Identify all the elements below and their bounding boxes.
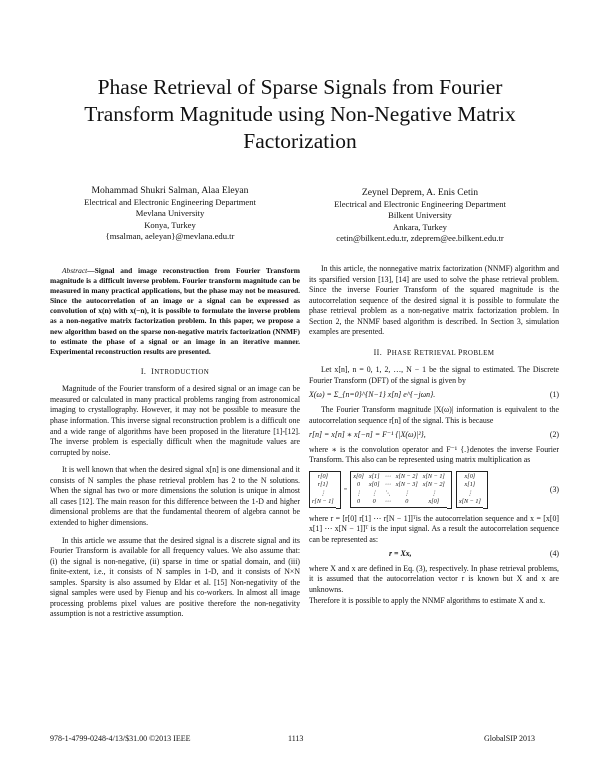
r-vector [312,473,334,506]
r-vector-entry: ⋮ [319,489,326,497]
footer-conference: GlobalSIP 2013 [484,734,536,743]
abstract-label: Abstract [62,266,88,275]
section-title-initial-2: R [413,347,420,357]
footer-page-number: 1113 [288,734,304,743]
nnmf-paragraph: Therefore it is possible to apply the NNMF algorithms to estimate X and x. [309,595,546,605]
X-entry: ⋱ [384,489,391,497]
author-location: Ankara, Turkey [393,221,447,232]
equation-3-matrix [309,471,559,509]
title-line-1: Phase Retrieval of Sparse Signals from Fourier [97,75,503,99]
equation-2-body: r[n] = x[n] ∗ x[−n] = F⁻¹ {|X(ω)|²}, [309,430,426,440]
X-entry: x[1] [368,473,380,481]
X-entry: x[0] [428,498,440,506]
X-entry: 0 [357,498,361,506]
author-names: Mohammad Shukri Salman, Alaa Eleyan [91,185,249,196]
X-entry: x[N − 2] [422,481,445,489]
section-number: I. [140,366,147,376]
signal-definition: Let x[n], n = 0, 1, 2, …, N − 1 be the signal to estimated. The Discrete Fourier Transform (DFT) of the signal is given by [309,365,559,385]
convolution-paragraph: where ∗ is the convolution operator and F⁻¹ {.}denotes the inverse Fourier Transform. This also can be represented using matrix multiplication as [309,444,559,465]
section-number: II. [373,347,383,357]
X-matrix [353,473,445,506]
r-vector-left-bracket [309,471,336,508]
section-title-rest: NTRODUCTION [154,367,210,376]
x-vector-right-bracket [483,471,488,509]
equation-1-body: X(ω) = Σ_{n=0}^{N−1} x[n] e^{−jωn}. [309,390,436,400]
title-line-3: Factorization [243,129,357,153]
author-names: Zeynel Deprem, A. Enis Cetin [361,187,479,198]
X-entry: ⋮ [355,489,362,497]
X-entry: 0 [372,498,376,506]
equation-3-number: (3) [549,484,559,494]
left-column [50,266,300,620]
X-matrix-right-bracket [447,471,452,509]
section-title-initial: I [151,366,155,376]
equation-4 [309,549,559,560]
intro-paragraph-2: It is well known that when the desired signal x[n] is one dimensional and it consists of N samples the phase retrieval problem has 2 to the N solutions. When the signal has two or more dimensions the solution is unique in almost all cases [12]. The main reason for this difference between the 1-D and higher dimensional problems are that the fundamental theorem of algebra cannot be extended to higher dimensions. [50,465,300,527]
X-entry: 0 [405,498,409,506]
unknowns-paragraph: where X and x are defined in Eq. (3), respectively. In phase retrieval problems, it is assumed that the autocorrelation vector r is known but X and x are unknowns. [309,563,559,595]
X-entry: x[N − 2] [395,473,418,481]
author-affiliation: Electrical and Electronic Engineering Department [84,197,256,207]
footer-copyright: 978-1-4799-0248-4/13/$31.00 ©2013 IEEE [50,734,191,743]
equation-1 [309,390,559,401]
X-entry: ⋮ [430,489,437,497]
r-vector-entry: r[1] [317,481,329,489]
matrix-expression [309,471,488,509]
x-vector [459,473,481,506]
section-title-part-2: ETRIEVAL [419,348,458,357]
r-vector-entry: r[N − 1] [312,498,334,506]
autocorrelation-paragraph: The Fourier Transform magnitude |X(ω)| information is equivalent to the autocorrelation sequence r[n] of the signal. This is because [309,405,559,425]
right-column [309,264,559,606]
r-vector-entry: r[0] [317,473,329,481]
author-email: {msalman, aeleyan}@mevlana.edu.tr [105,231,235,242]
section-title-initial-3: P [457,347,463,357]
X-entry: ⋯ [384,473,391,481]
X-entry: ⋯ [384,498,391,506]
equation-2 [309,430,559,441]
author-institution: Mevlana University [135,208,205,219]
x-vector-left-bracket [456,471,483,508]
intro-paragraph-3: In this article we assume that the desired signal is a discrete signal and its Fourier Transform is available for all frequency values. We also assume that: (i) the signal is non-negative, (ii) sparse in time or spatial domain, and (iii) finite-extent, i.e., it consists of N samples in 1-D, and it consists of N×N samples. Sparsity is also assumed by Eldar et al. [15] Non-negativity of the signal samples were used by Fienup and his co-workers. In almost all image processing problems pixel values are positive therefore the non-negativity assumption is not a restrictive assumption. [50,535,300,619]
x-vector-entry: x[1] [464,481,476,489]
author-affiliation: Electrical and Electronic Engineering Department [334,199,506,209]
author-block-2 [290,186,550,245]
author-block-1 [45,184,295,243]
X-matrix-left-bracket [350,471,447,508]
X-entry: 0 [357,481,361,489]
intro-paragraph-1: Magnitude of the Fourier transform of a desired signal or an image can be measured or calculated in many practical problems ranging from astronomical imaging to crystallography. However, it may not be possible to measure the phase information. This inverse signal reconstruction problem is a difficult one and a wide range of algorithms have been proposed in the literature [1]-[12]. The inverse problem is especially difficult when the magnitude values are corrupted by noise. [50,384,300,457]
section-title-rest: ROBLEM [462,348,495,357]
X-entry: x[N − 1] [422,473,445,481]
vector-definition-paragraph: where r = [r[0] r[1] ⋯ r[N − 1]]ᵀis the autocorrelation sequence and x = [x[0] x[1] ⋯ x[N − 1]]ᵀ is the input signal. As a result the autocorrelation sequence can be represented as: [309,513,559,544]
author-email: cetin@bilkent.edu.tr, zdeprem@ee.bilkent.edu.tr [336,233,504,244]
X-entry: x[0] [353,473,364,481]
author-location: Konya, Turkey [144,219,196,230]
author-institution: Bilkent University [388,210,452,221]
section-heading-introduction [50,367,300,378]
equation-4-number: (4) [549,549,559,559]
X-entry: x[0] [368,481,380,489]
abstract [50,266,300,357]
section-title-initial: P [386,347,392,357]
x-vector-entry: ⋮ [466,489,473,497]
equation-2-number: (2) [549,430,559,440]
X-entry: ⋮ [403,489,410,497]
abstract-text: —Signal and image reconstruction from Fourier Transform magnitude is a difficult inverse problem. Fourier transform magnitude can be measured in many practical applications, but the phase may not be measured. Since the autocorrelation of an image or a signal can be expressed as convolution of x(n) with x(−n), it is possible to formulate the inverse problem as a non-negative matrix factorization problem. In this paper, we propose a new algorithm based on the sparse non-negative matrix factorization (NNMF) to estimate the phase of a signal or an image in an iterative manner. Experimental reconstruction results are presented. [50,266,300,356]
X-entry: ⋮ [371,489,378,497]
equation-1-number: (1) [549,390,559,400]
right-intro-paragraph: In this article, the nonnegative matrix factorization (NNMF) algorithm and its sparsified version [13], [14] are used to solve the phase retrieval problem. Since the inverse Fourier Transform of the squared magnitude is the autocorrelation sequence of the desired signal it is possible to formulate the phase retrieval problem as a non-negative matrix factorization problem. In Section 2, the NNMF based algorithm is described. In Section 3, simulation examples are presented. [309,264,559,337]
section-title-part: HASE [391,348,414,357]
title-line-2: Transform Magnitude using Non-Negative Matrix [84,102,516,126]
section-heading-phase-retrieval [309,348,559,359]
X-entry: ⋯ [384,481,391,489]
equals-sign: = [343,485,348,493]
X-entry: x[N − 3] [395,481,418,489]
x-vector-entry: x[0] [464,473,476,481]
equation-4-body: r = Xx, [389,549,412,559]
paper-title [40,74,560,155]
x-vector-entry: x[N − 1] [458,498,481,506]
